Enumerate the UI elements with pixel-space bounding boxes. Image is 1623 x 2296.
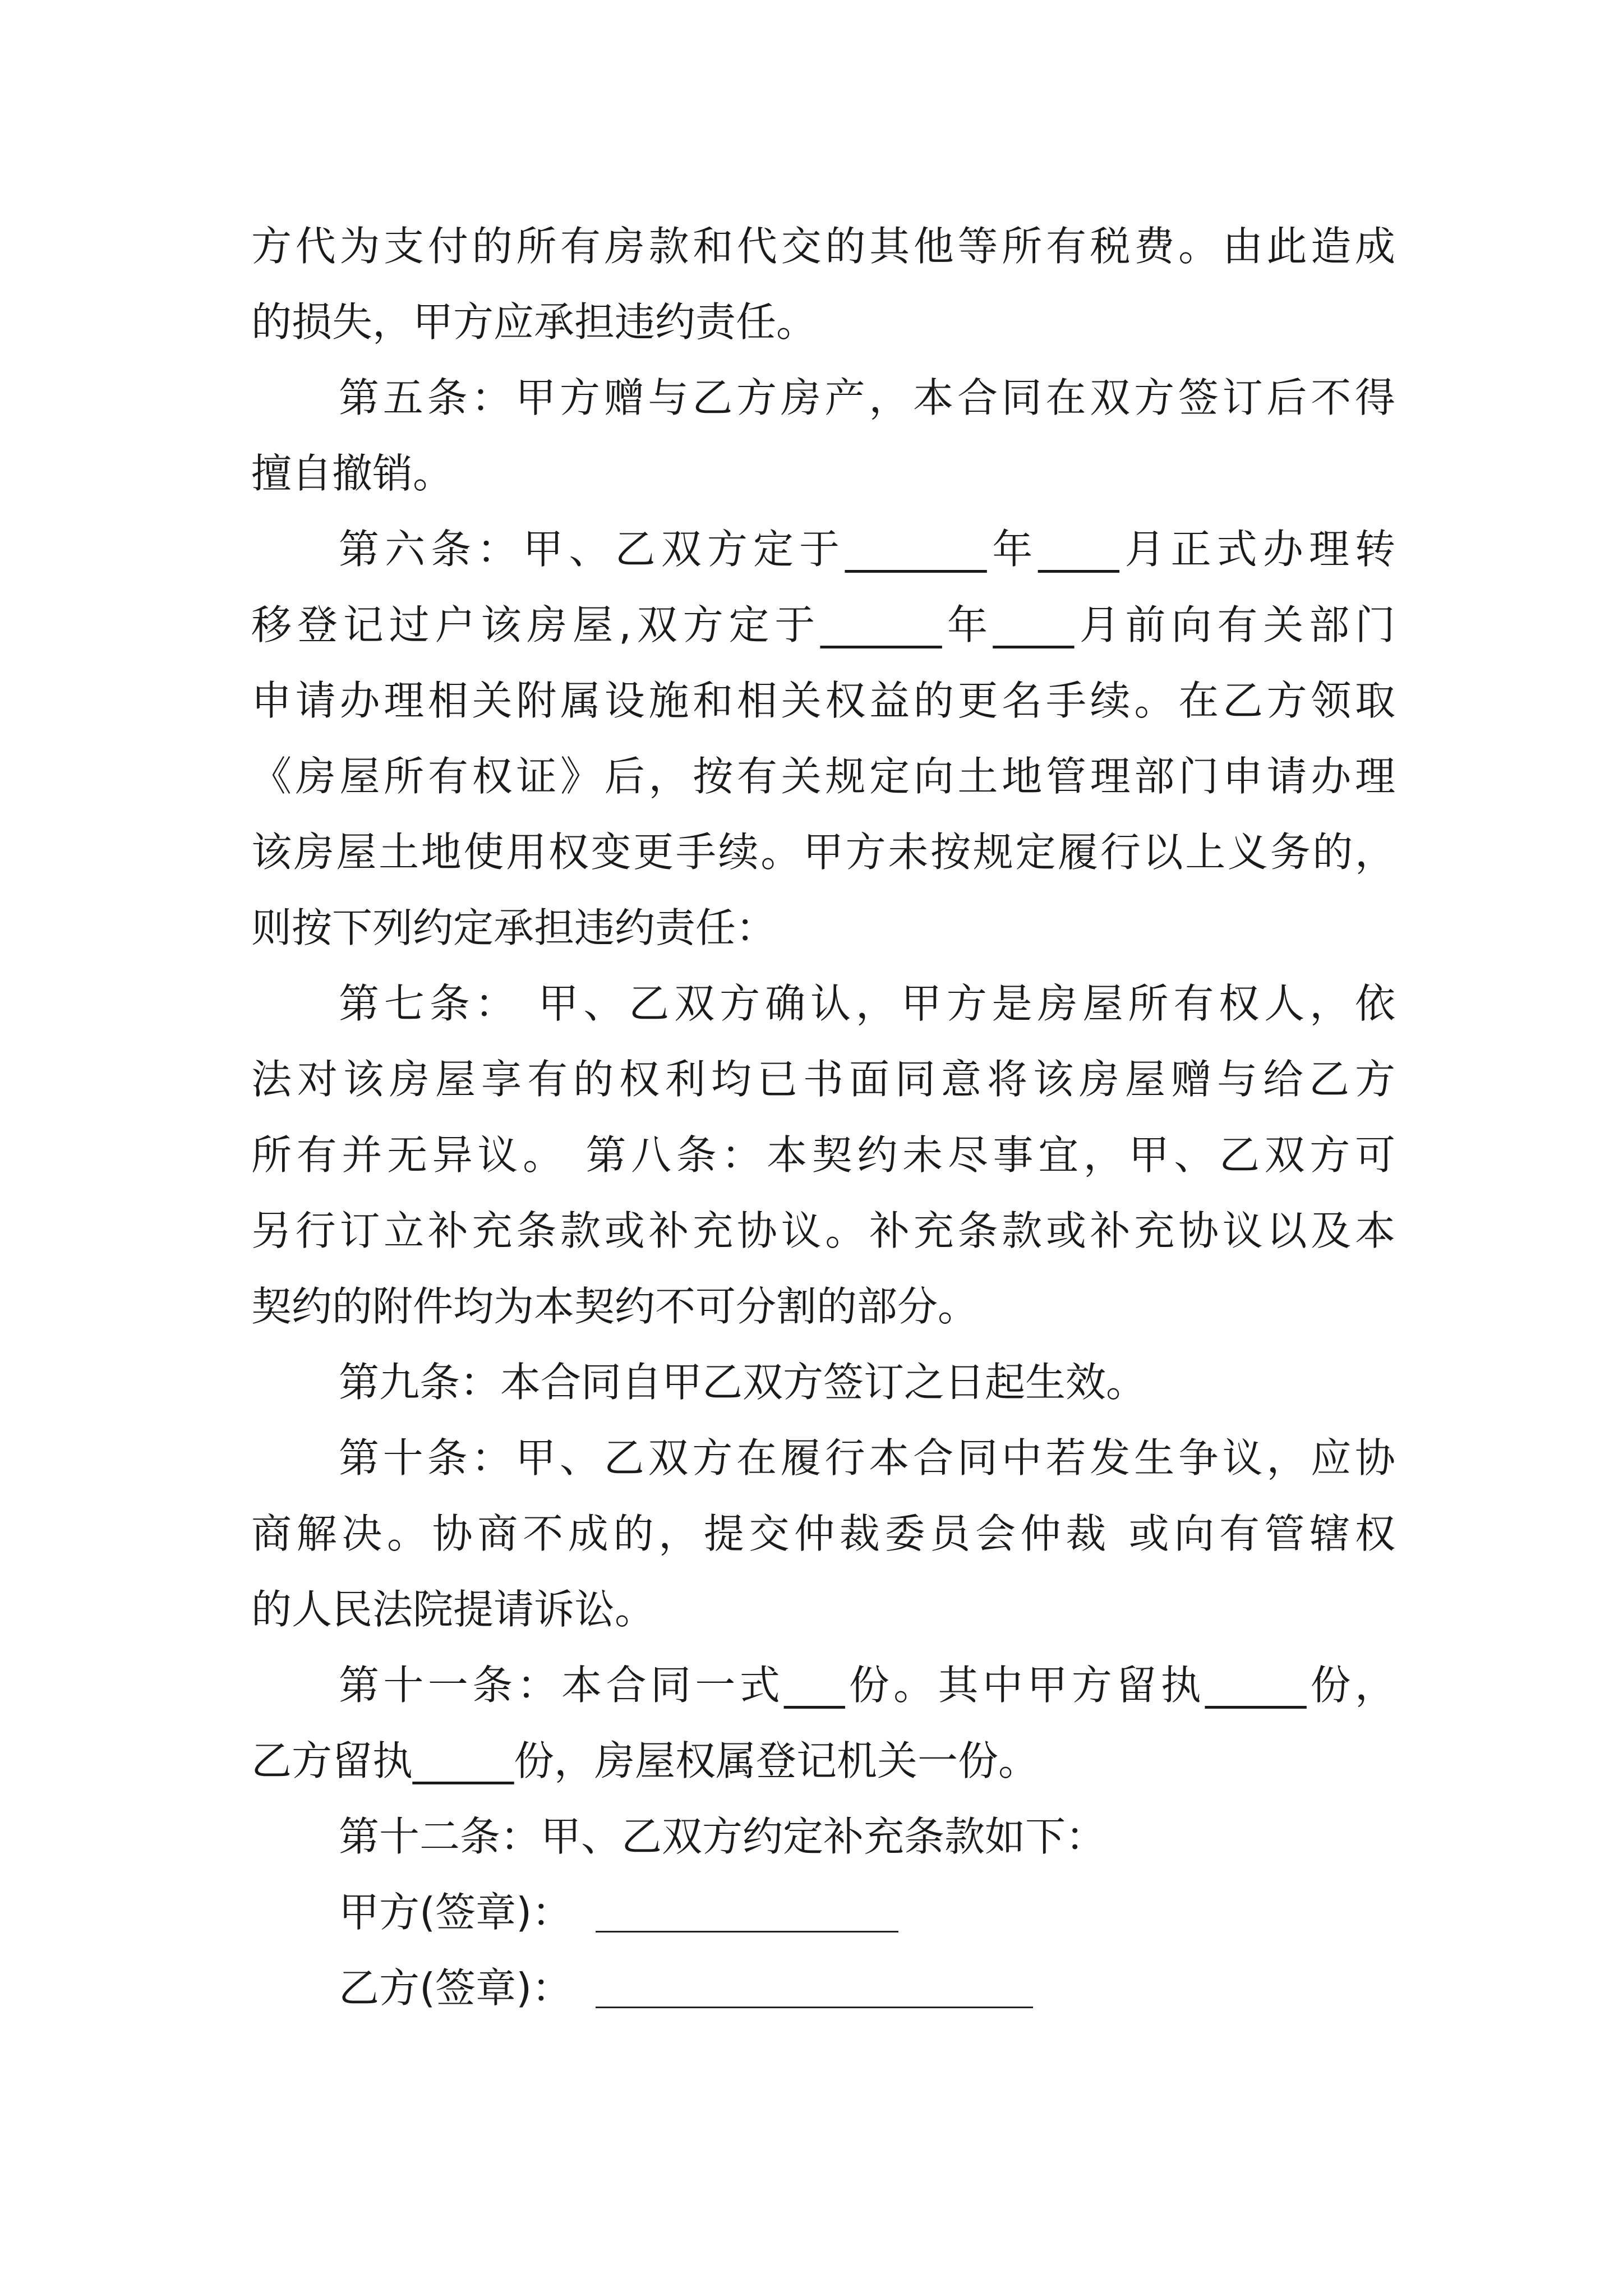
clause-6: 第六条：甲、乙双方定于_______年____月正式办理转 [339, 526, 1395, 573]
text-line: 《房屋所有权证》后，按有关规定向土地管理部门申请办理 [251, 753, 1395, 800]
text-line: 则按下列约定承担违约责任： [251, 904, 777, 951]
text-line: 乙方留执_____份，房屋权属登记机关一份。 [251, 1737, 1039, 1784]
clause-12: 第十二条：甲、乙双方约定补充条款如下： [339, 1813, 1106, 1860]
clause-7: 第七条： 甲、乙双方确认，甲方是房屋所有权人，依 [339, 980, 1395, 1027]
text-line: 的人民法院提请诉讼。 [251, 1586, 656, 1633]
text-line: 商解决。协商不成的，提交仲裁委员会仲裁 或向有管辖权 [251, 1510, 1395, 1557]
text-line: 擅自撤销。 [251, 450, 454, 497]
text-line: 所有并无异议。 第八条：本契约未尽事宜，甲、乙双方可 [251, 1131, 1395, 1179]
text-line: 该房屋土地使用权变更手续。甲方未按规定履行以上义务的， [251, 829, 1395, 876]
clause-5: 第五条：甲方赠与乙方房产，本合同在双方签订后不得 [339, 374, 1395, 421]
party-a-signature-label: 甲方(签章)： [339, 1889, 573, 1936]
clause-10: 第十条：甲、乙双方在履行本合同中若发生争议，应协 [339, 1434, 1395, 1481]
party-b-signature-line [596, 2007, 1033, 2008]
text-line: 申请办理相关附属设施和相关权益的更名手续。在乙方领取 [251, 677, 1395, 724]
text-line: 契约的附件均为本契约不可分割的部分。 [251, 1283, 979, 1330]
text-line: 另行订立补充条款或补充协议。补充条款或补充协议以及本 [251, 1207, 1395, 1254]
party-b-signature-label: 乙方(签章)： [339, 1964, 573, 2012]
text-line: 的损失，甲方应承担违约责任。 [251, 298, 817, 346]
clause-9: 第九条：本合同自甲乙双方签订之日起生效。 [339, 1359, 1147, 1406]
party-a-signature-line [596, 1931, 898, 1932]
text-line: 法对该房屋享有的权利均已书面同意将该房屋赠与给乙方 [251, 1056, 1395, 1103]
text-line: 移登记过户该房屋,双方定于______年____月前向有关部门 [251, 601, 1395, 648]
clause-11: 第十一条：本合同一式___份。其中甲方留执_____份， [339, 1662, 1395, 1709]
text-line: 方代为支付的所有房款和代交的其他等所有税费。由此造成 [251, 223, 1395, 270]
